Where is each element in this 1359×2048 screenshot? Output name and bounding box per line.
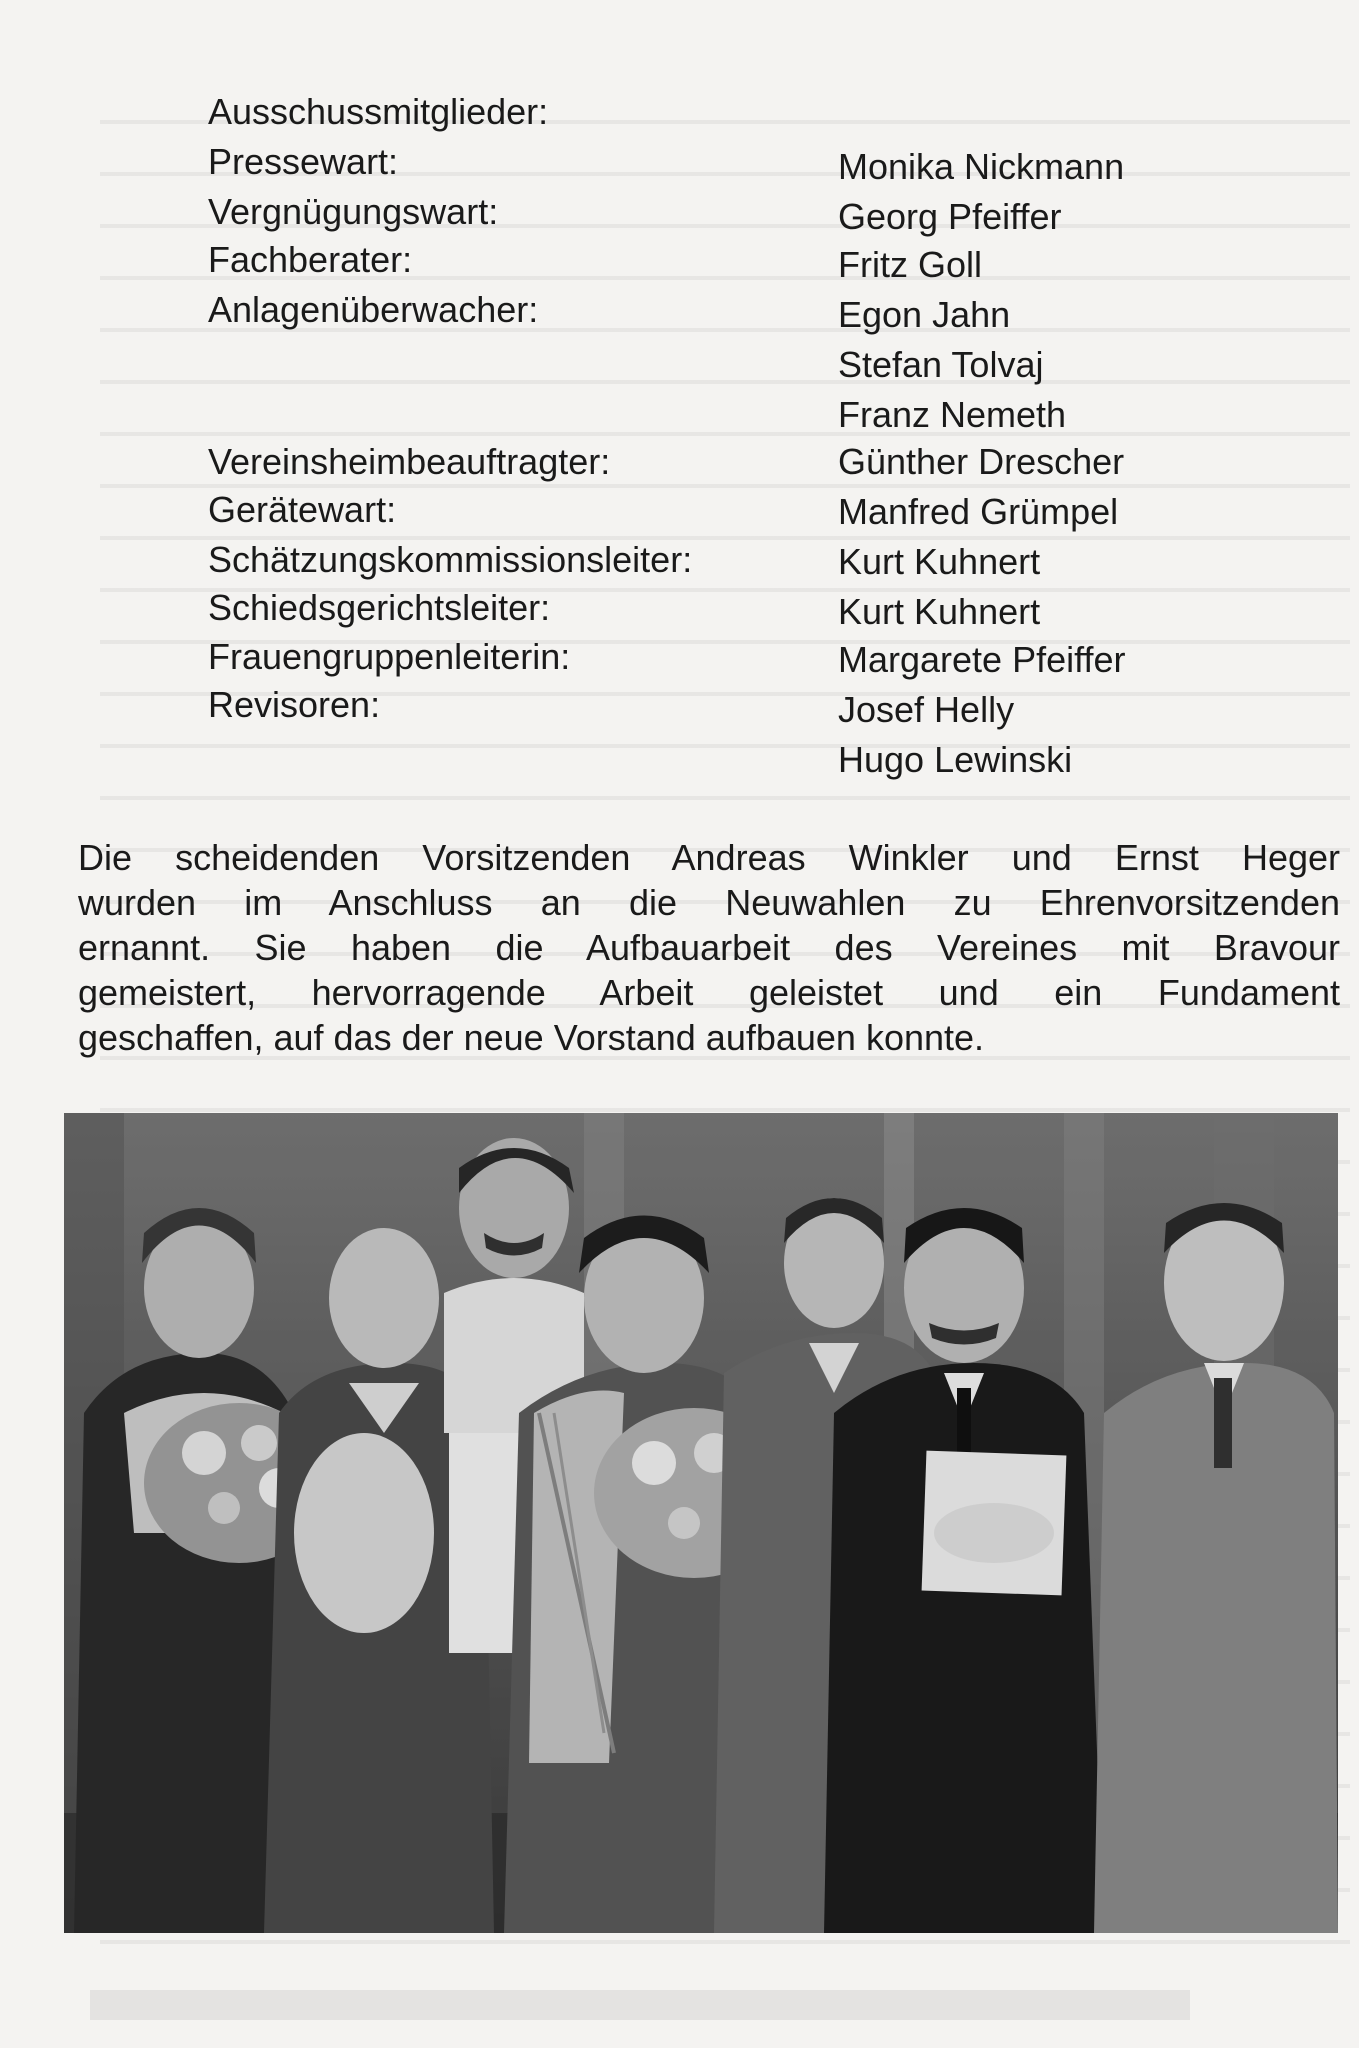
show-through-footer	[90, 1990, 1190, 2020]
paragraph-line: Die scheidenden Vorsitzenden Andreas Winkler und Ernst Heger	[78, 837, 1340, 878]
paragraph-line: gemeistert, hervorragende Arbeit geleistet und ein Fundament	[78, 972, 1340, 1013]
roster-role: Gerätewart:	[208, 489, 397, 530]
roster-name: Josef Helly	[838, 689, 1015, 730]
roster-role: Revisoren:	[208, 684, 381, 725]
roster-name: Kurt Kuhnert	[838, 541, 1041, 582]
roster-name: Stefan Tolvaj	[838, 344, 1044, 385]
roster-role: Ausschussmitglieder:	[208, 91, 549, 132]
roster-name: Manfred Grümpel	[838, 491, 1119, 532]
roster-role: Schätzungskommissionsleiter:	[208, 539, 693, 580]
group-photo	[64, 1113, 1338, 1933]
roster-role: Schiedsgerichtsleiter:	[208, 587, 551, 628]
roster-name: Hugo Lewinski	[838, 739, 1073, 780]
group-photo-illustration	[64, 1113, 1338, 1933]
paragraph-line: ernannt. Sie haben die Aufbauarbeit des Vereines mit Bravour	[78, 927, 1340, 968]
roster-name: Margarete Pfeiffer	[838, 639, 1126, 680]
roster-role: Vereinsheimbeauftragter:	[208, 441, 611, 482]
roster-role: Pressewart:	[208, 141, 399, 182]
roster-name: Georg Pfeiffer	[838, 196, 1062, 237]
roster-name: Günther Drescher	[838, 441, 1125, 482]
roster-role: Frauengruppenleiterin:	[208, 636, 571, 677]
paragraph-line: geschaffen, auf das der neue Vorstand aufbauen konnte.	[78, 1017, 985, 1058]
paragraph-line: wurden im Anschluss an die Neuwahlen zu Ehrenvorsitzenden	[78, 882, 1340, 923]
roster-name: Monika Nickmann	[838, 146, 1125, 187]
roster-role: Fachberater:	[208, 239, 413, 280]
roster-role: Vergnügungswart:	[208, 191, 499, 232]
roster-name: Kurt Kuhnert	[838, 591, 1041, 632]
body-paragraph	[78, 835, 1340, 1060]
roster-role: Anlagenüberwacher:	[208, 289, 539, 330]
roster-name: Egon Jahn	[838, 294, 1011, 335]
roster-name: Franz Nemeth	[838, 394, 1067, 435]
roster-name: Fritz Goll	[838, 244, 982, 285]
committee-roster	[0, 0, 1359, 800]
